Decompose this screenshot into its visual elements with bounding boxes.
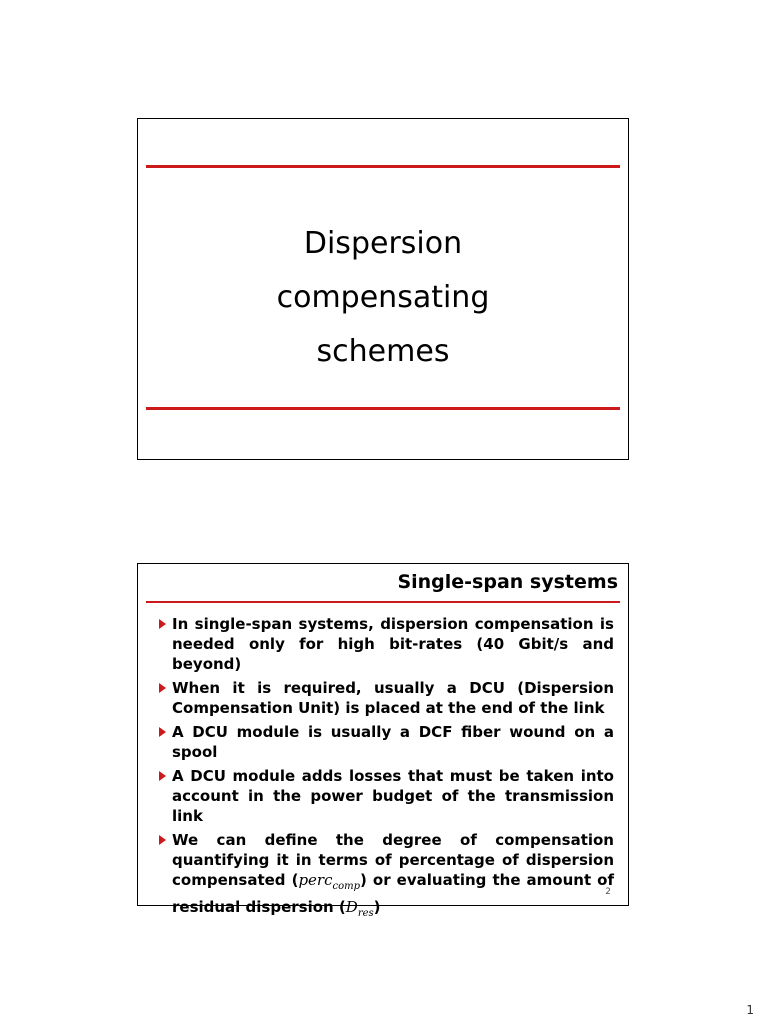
slide-2 [137, 563, 629, 919]
bullet-text: In single-span systems, dispersion compensation is needed only for high bit-rates (40 Gbit/s and beyond) [172, 615, 614, 673]
title-line-1: Dispersion [303, 226, 463, 261]
bullet-item [158, 678, 614, 718]
d-res-subscript: res [357, 908, 374, 919]
d-res-base: D [345, 898, 358, 916]
triangle-bullet-icon [159, 727, 166, 737]
perc-comp-symbol [298, 871, 361, 892]
d-res-symbol [345, 898, 374, 919]
perc-comp-base: perc [298, 871, 333, 889]
bullet-text: A DCU module is usually a DCF fiber wound on a spool [172, 723, 614, 761]
slide-number: 2 [605, 887, 611, 897]
bullet-text-part: We can define the degree of compensation quantifying it in terms of percentage of dispersion compensated ( [172, 831, 614, 889]
title-line-2: compensating [276, 280, 490, 315]
top-red-divider [146, 165, 620, 168]
bullet-item [158, 722, 614, 762]
bullet-item [158, 830, 614, 924]
triangle-bullet-icon [159, 619, 166, 629]
triangle-bullet-icon [159, 683, 166, 693]
bullet-list [158, 614, 614, 928]
bottom-red-divider [146, 407, 620, 410]
bullet-text: When it is required, usually a DCU (Dispersion Compensation Unit) is placed at the end of the link [172, 679, 614, 717]
perc-comp-subscript: comp [332, 881, 361, 892]
heading-red-divider [146, 601, 620, 603]
bullet-item [158, 614, 614, 674]
slide-title [138, 217, 628, 379]
bullet-text: A DCU module adds losses that must be taken into account in the power budget of the transmission link [172, 767, 614, 825]
bullet-item [158, 766, 614, 826]
page-number: 1 [746, 1003, 754, 1017]
triangle-bullet-icon [159, 835, 166, 845]
bullet-text-part: ) or evaluating the amount of residual dispersion ( [172, 871, 614, 916]
slide-1 [137, 118, 629, 460]
title-line-3: schemes [316, 334, 450, 369]
slide-heading: Single-span systems [397, 571, 618, 593]
triangle-bullet-icon [159, 771, 166, 781]
bullet-text-part: ) [373, 898, 381, 916]
